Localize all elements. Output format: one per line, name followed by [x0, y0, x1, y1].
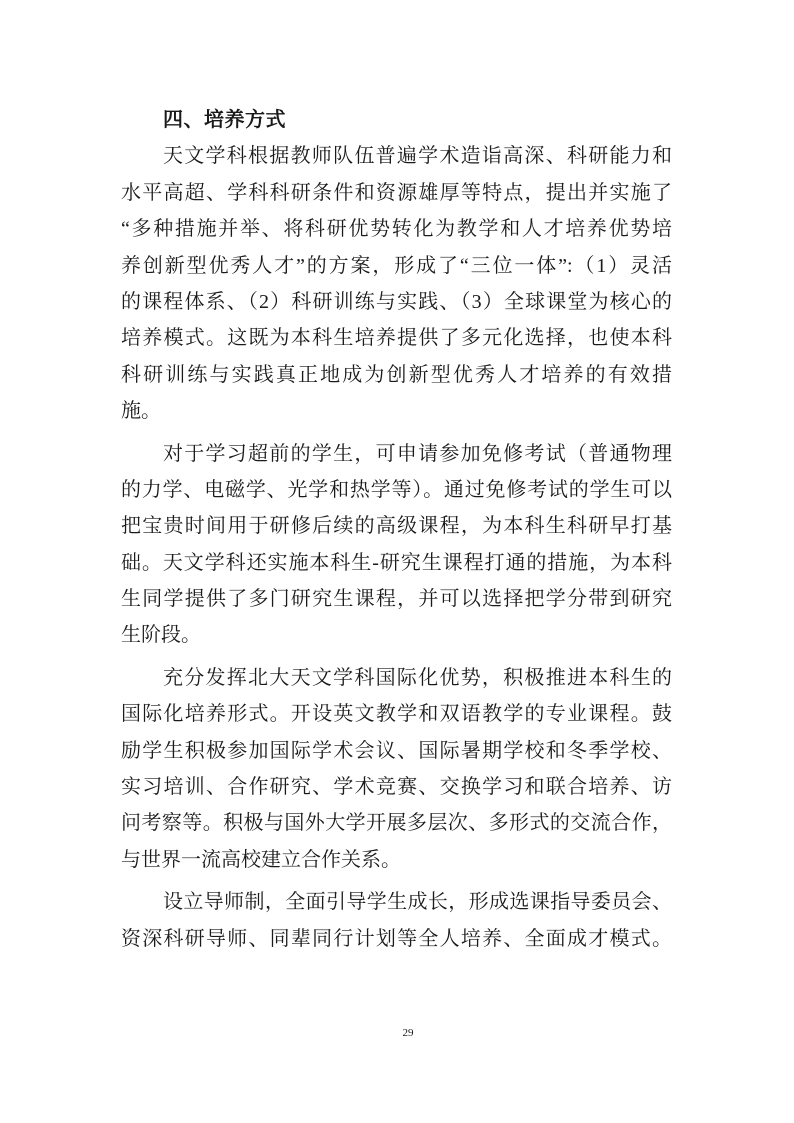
paragraph-line: 充分发挥北大天文学科国际化优势，积极推进本科生的 [163, 666, 672, 689]
section-heading: 四、培养方式 [163, 109, 286, 131]
paragraph-line: 资深科研导师、同辈同行计划等全人培养、全面成才模式。 [121, 927, 672, 950]
paragraph-line: 对于学习超前的学生，可申请参加免修考试（普通物理 [163, 442, 672, 465]
paragraph-line: 与世界一流高校建立合作关系。 [121, 848, 401, 871]
paragraph-line: 问考察等。积极与国外大学开展多层次、多形式的交流合作， [121, 812, 672, 835]
paragraph-line: 国际化培养形式。开设英文教学和双语教学的专业课程。鼓 [121, 703, 672, 726]
paragraph-line: “多种措施并举、将科研优势转化为教学和人才培养优势培 [121, 218, 672, 241]
paragraph-line: 生阶段。 [121, 624, 201, 647]
paragraph-line: 把宝贵时间用于研修后续的高级课程，为本科生科研早打基 [121, 515, 672, 538]
paragraph-line: 设立导师制，全面引导学生成长，形成选课指导委员会、 [163, 891, 672, 914]
page-content [121, 102, 672, 957]
paragraph-line: 的课程体系、（2）科研训练与实践、（3）全球课堂为核心的 [121, 290, 672, 313]
paragraph-line: 础。天文学科还实施本科生-研究生课程打通的措施，为本科 [121, 551, 672, 574]
paragraph-3 [121, 660, 672, 878]
paragraph-line: 生同学提供了多门研究生课程，并可以选择把学分带到研究 [121, 588, 672, 611]
paragraph-line: 施。 [121, 400, 161, 423]
paragraph-2 [121, 436, 672, 654]
paragraph-line: 水平高超、学科科研条件和资源雄厚等特点，提出并实施了 [121, 181, 672, 204]
paragraph-line: 科研训练与实践真正地成为创新型优秀人才培养的有效措 [121, 363, 672, 386]
paragraph-line: 实习培训、合作研究、学术竞赛、交换学习和联合培养、访 [121, 776, 672, 799]
page-number: 29 [402, 1027, 414, 1039]
paragraph-line: 培养模式。这既为本科生培养提供了多元化选择，也使本科 [121, 327, 672, 350]
paragraph-4 [121, 884, 672, 957]
paragraph-line: 的力学、电磁学、光学和热学等）。通过免修考试的学生可以 [121, 478, 672, 501]
paragraph-line: 天文学科根据教师队伍普遍学术造诣高深、科研能力和 [163, 145, 672, 168]
paragraph-1 [121, 138, 672, 429]
paragraph-line: 励学生积极参加国际学术会议、国际暑期学校和冬季学校、 [121, 739, 672, 762]
paragraph-line: 养创新型优秀人才”的方案，形成了“三位一体”:（1）灵活 [121, 254, 672, 277]
